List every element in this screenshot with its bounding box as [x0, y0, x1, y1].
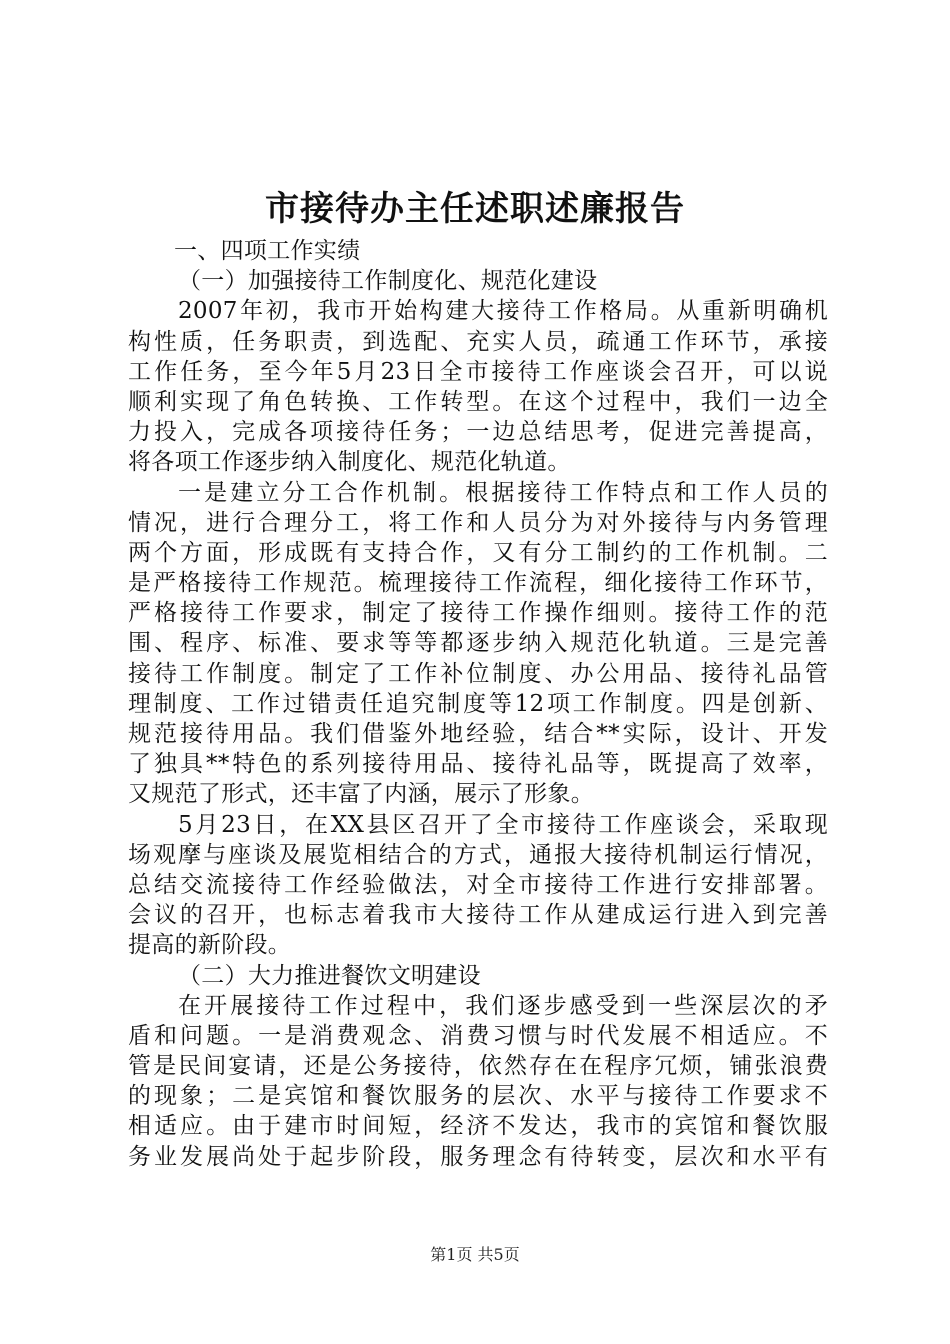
text-line: 接待工作制度。制定了工作补位制度、办公用品、接待礼品管: [128, 660, 828, 687]
text-line: 是严格接待工作规范。梳理接待工作流程，细化接待工作环节，: [128, 570, 828, 597]
text-line: 5月23日，在XX县区召开了全市接待工作座谈会，采取现: [178, 811, 828, 838]
text-line: 将各项工作逐步纳入制度化、规范化轨道。: [128, 449, 571, 476]
text-line: 规范接待用品。我们借鉴外地经验，结合**实际，设计、开发: [128, 721, 828, 747]
text-line: 的现象；二是宾馆和餐饮服务的层次、水平与接待工作要求不: [128, 1083, 828, 1110]
text-line: 一是建立分工合作机制。根据接待工作特点和工作人员的: [178, 479, 828, 506]
text-line: 务业发展尚处于起步阶段，服务理念有待转变，层次和水平有: [128, 1143, 828, 1170]
text-line: 在开展接待工作过程中，我们逐步感受到一些深层次的矛: [178, 992, 828, 1019]
document-title: 市接待办主任述职述廉报告: [265, 189, 685, 229]
page-footer: 第1页 共5页: [430, 1245, 520, 1264]
text-line: 情况，进行合理分工，将工作和人员分为对外接待与内务管理: [128, 509, 828, 536]
text-line: 围、程序、标准、要求等等都逐步纳入规范化轨道。三是完善: [128, 630, 828, 657]
text-line: 了独具**特色的系列接待用品、接待礼品等，既提高了效率，: [128, 751, 828, 778]
text-line: 盾和问题。一是消费观念、消费习惯与时代发展不相适应。不: [128, 1022, 828, 1049]
text-line: 一、四项工作实绩: [174, 238, 361, 264]
text-line: 总结交流接待工作经验做法，对全市接待工作进行安排部署。: [128, 871, 828, 898]
text-line: 管是民间宴请，还是公务接待，依然存在在程序冗烦，铺张浪费: [128, 1053, 828, 1080]
text-line: 理制度、工作过错责任追究制度等12项工作制度。四是创新、: [128, 690, 828, 717]
text-line: 会议的召开，也标志着我市大接待工作从建成运行进入到完善: [128, 902, 828, 929]
text-line: （二）大力推进餐饮文明建设: [178, 962, 481, 989]
text-line: 顺利实现了角色转换、工作转型。在这个过程中，我们一边全: [128, 388, 828, 415]
text-line: 提高的新阶段。: [128, 932, 292, 959]
text-line: 又规范了形式，还丰富了内涵，展示了形象。: [128, 781, 594, 808]
text-line: 场观摩与座谈及展览相结合的方式，通报大接待机制运行情况，: [128, 841, 828, 868]
text-line: 2007年初，我市开始构建大接待工作格局。从重新明确机: [178, 298, 828, 325]
text-line: 工作任务，至今年5月23日全市接待工作座谈会召开，可以说: [128, 358, 828, 385]
text-line: 严格接待工作要求，制定了接待工作操作细则。接待工作的范: [128, 600, 828, 627]
text-line: 力投入，完成各项接待任务；一边总结思考，促进完善提高，: [128, 419, 828, 446]
text-line: 相适应。由于建市时间短，经济不发达，我市的宾馆和餐饮服: [128, 1113, 828, 1140]
document-body: [128, 236, 828, 1172]
text-line: 两个方面，形成既有支持合作，又有分工制约的工作机制。二: [128, 539, 828, 566]
text-line: 构性质，任务职责，到选配、充实人员，疏通工作环节，承接: [128, 328, 828, 355]
text-line: （一）加强接待工作制度化、规范化建设: [178, 268, 598, 295]
